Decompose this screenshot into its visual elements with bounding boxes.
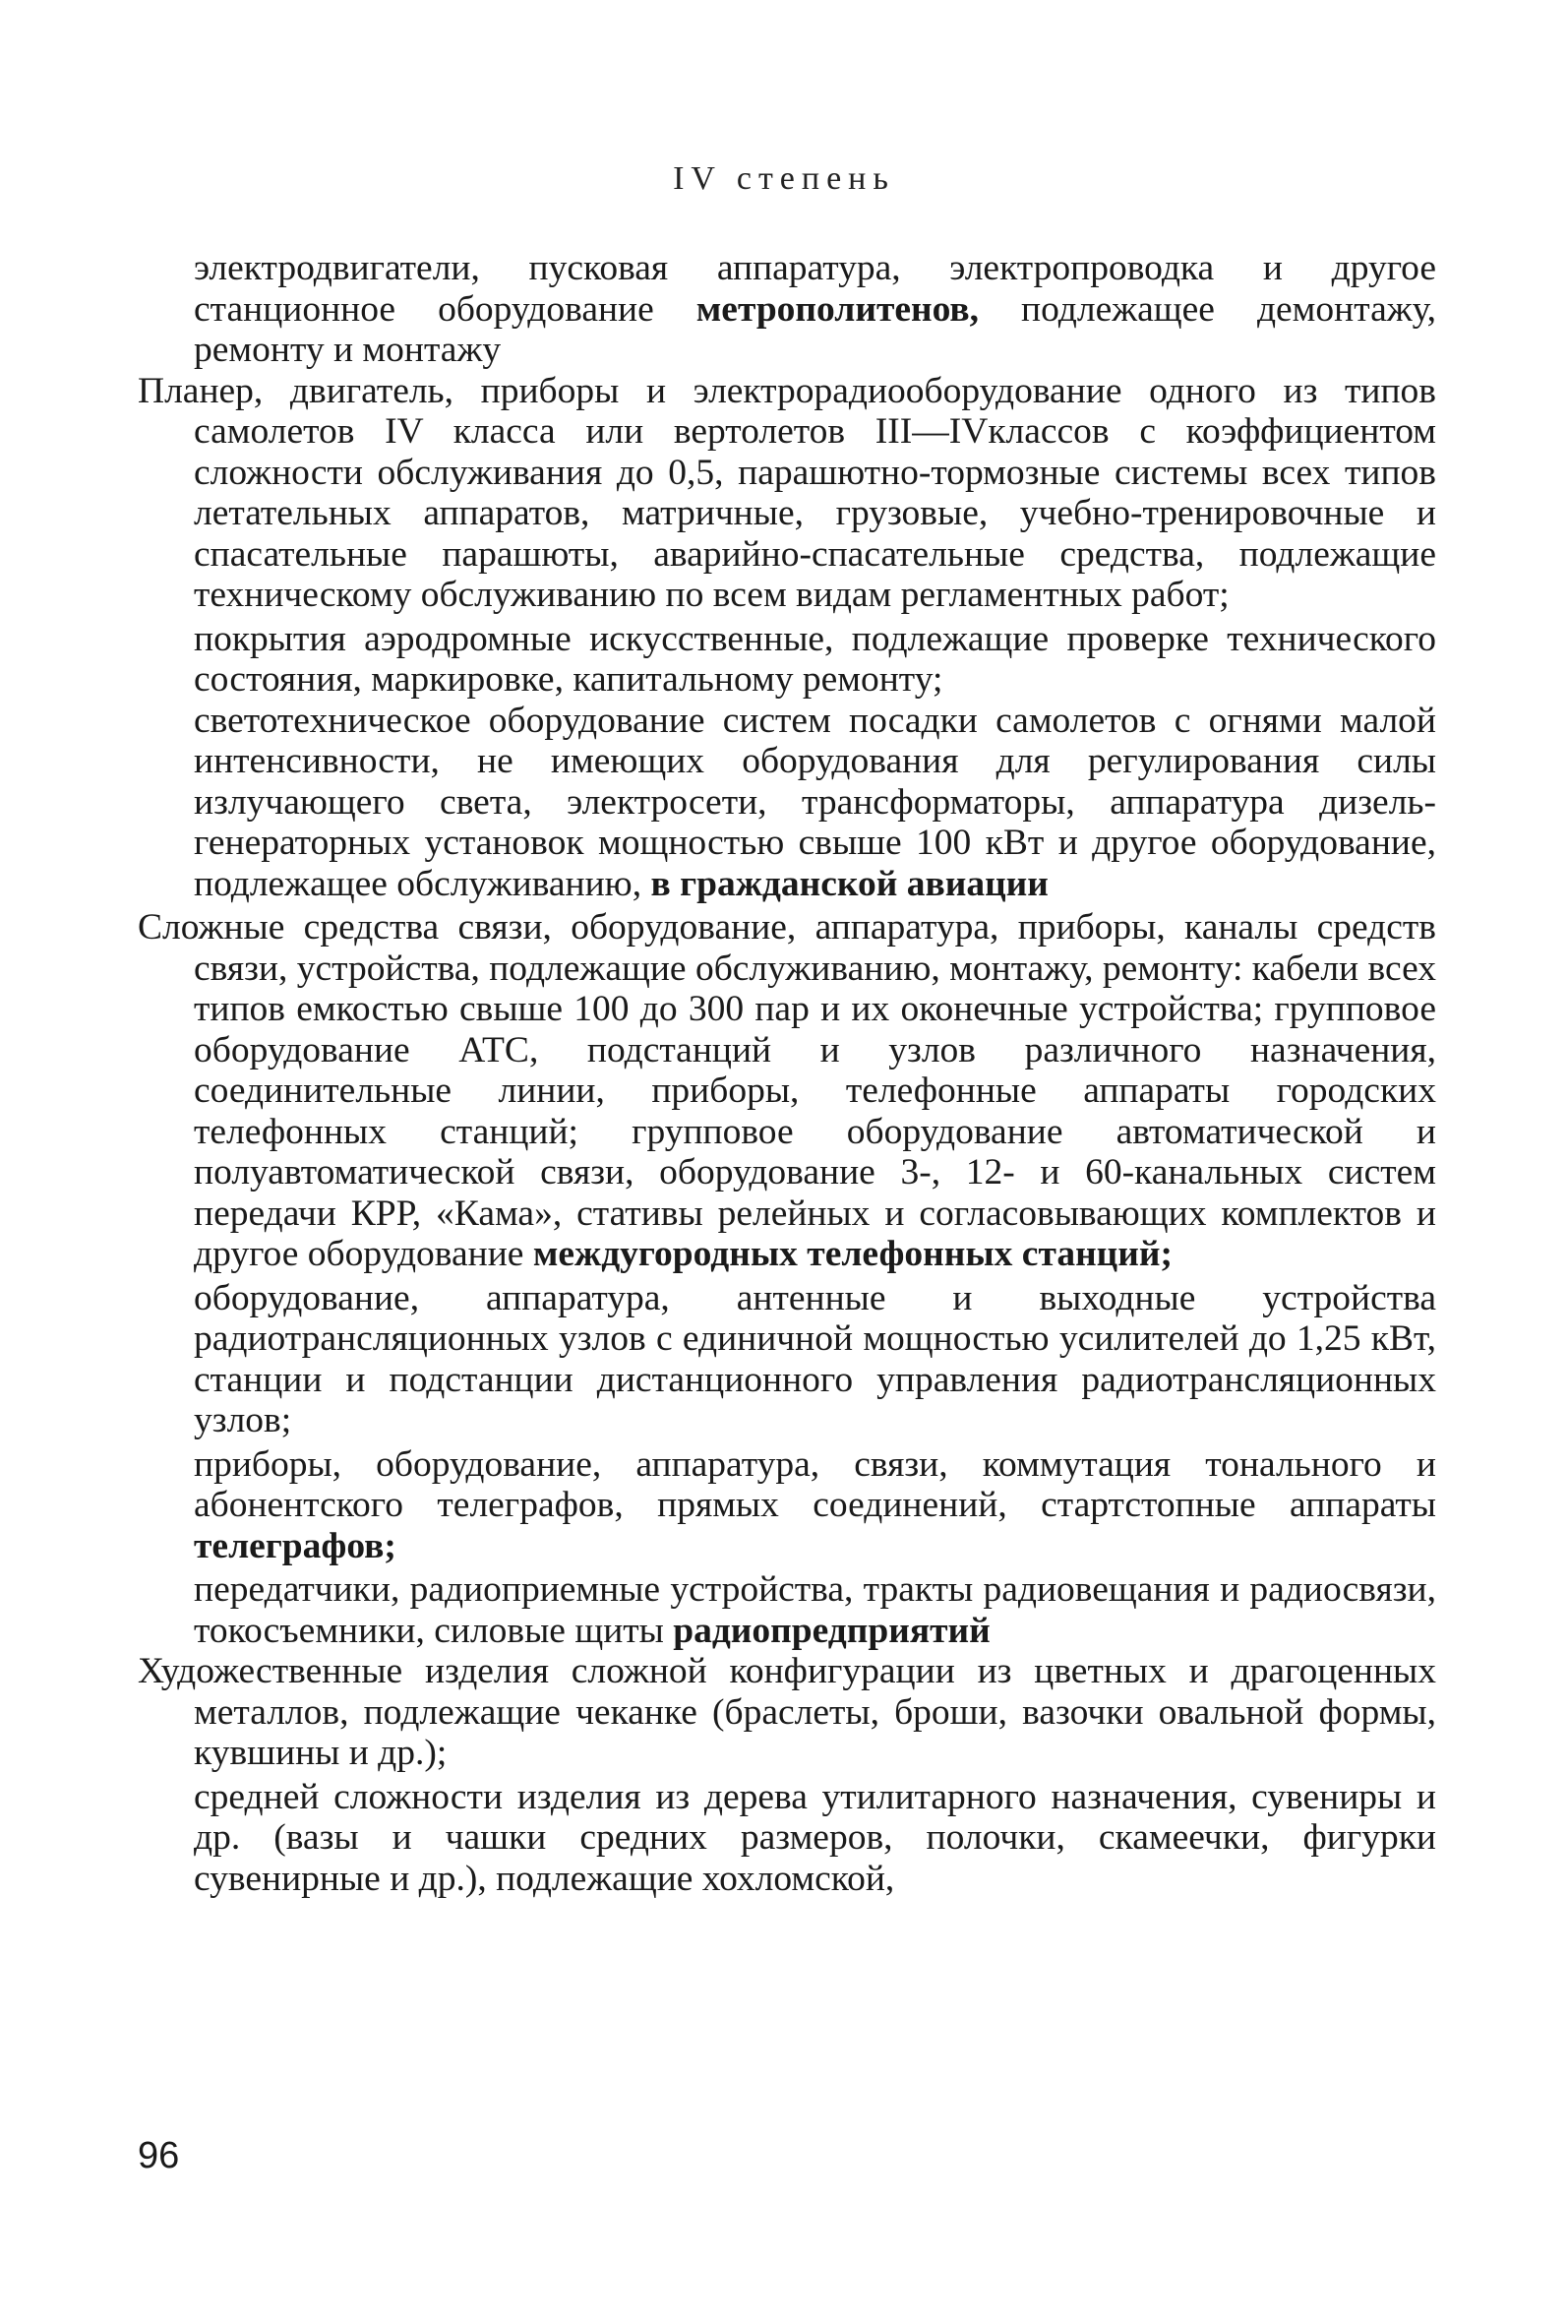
paragraph-text: передатчики, радиоприемные устройства, тракты радиовещания и радиосвязи, токосъемники, силовые щиты — [194, 1569, 1436, 1651]
paragraph-airfield — [138, 619, 1436, 701]
bold-term: телеграфов; — [194, 1525, 396, 1566]
paragraph-radio-nodes — [138, 1278, 1436, 1441]
paragraph-telegraph — [138, 1444, 1436, 1567]
bold-term: в гражданской авиации — [650, 863, 1049, 904]
paragraph-text: оборудование, аппаратура, антенные и выходные устройства радиотрансляционных узлов с единичной мощностью усилителей до 1,25 кВт, станции и подстанции дистанционного управления радиотрансляционных узлов; — [194, 1277, 1436, 1440]
paragraph-communication — [138, 907, 1436, 1275]
bold-term: междугородных телефонных станций; — [532, 1234, 1173, 1274]
paragraph-wooden-items — [138, 1777, 1436, 1900]
page-header: IV степень — [673, 160, 895, 197]
paragraph-text: светотехническое оборудование систем посадки самолетов с огнями малой интенсивности, не имеющих оборудования для регулирования силы излучающего света, электросети, трансформаторы, аппаратура дизель-генераторных установок мощностью свыше 100 кВт и другое оборудование, подлежащее обслуживанию, — [194, 700, 1436, 904]
text-block — [138, 248, 1436, 1899]
paragraph-text: Художественные изделия сложной конфигурации из цветных и драгоценных металлов, подлежащие чеканке (браслеты, броши, вазочки овальной формы, кувшины и др.); — [138, 1651, 1436, 1773]
paragraph-text: приборы, оборудование, аппаратура, связи, коммутация тонального и абонентского телеграфов, прямых соединений, стартстопные аппараты — [194, 1443, 1436, 1525]
paragraph-text: Планер, двигатель, приборы и электрорадиооборудование одного из типов самолетов IV класса или вертолетов III—IVклассов с коэффициентом сложности обслуживания до 0,5, парашютно-тормозные системы всех типов летательных аппаратов, матричные, грузовые, учебно-тренировочные и спасательные парашюты, аварийно-спасательные средства, подлежащие техническому обслуживанию по всем видам регламентных работ; — [138, 370, 1436, 615]
page-number: 96 — [138, 2135, 180, 2176]
paragraph-text: покрытия аэродромные искусственные, подлежащие проверке технического состояния, маркировке, капитальному ремонту; — [194, 618, 1436, 700]
paragraph-text: электродвигатели, пусковая аппаратура, электропроводка и другое станционное оборудование — [194, 248, 1436, 330]
paragraph-artworks — [138, 1651, 1436, 1774]
paragraph-metro — [138, 248, 1436, 371]
bold-term: метрополитенов, — [695, 288, 980, 330]
paragraph-lighting — [138, 701, 1436, 905]
paragraph-text: Сложные средства связи, оборудование, аппаратура, приборы, каналы средств связи, устройства, подлежащие обслуживанию, монтажу, ремонту: кабели всех типов емкостью свыше 100 до 300 пар и их оконечные устройства; групповое оборудование АТС, подстанций и узлов различного назначения, соединительные линии, приборы, телефонные аппараты городских телефонных станций; групповое оборудование автоматической и полуавтоматической связи, оборудование 3-, 12- и 60-канальных систем передачи КРР, «Кама», стативы релейных и согласовывающих комплектов и другое оборудование — [138, 907, 1436, 1274]
bold-term: радиопредприятий — [673, 1610, 991, 1651]
paragraph-aircraft — [138, 371, 1436, 616]
paragraph-text: подлежащее демонтажу, ремонту и монтажу — [194, 288, 1436, 370]
paragraph-text: средней сложности изделия из дерева утилитарного назначения, сувениры и др. (вазы и чашки средних размеров, полочки, скамеечки, фигурки сувенирные и др.), подлежащие хохломской, — [194, 1776, 1436, 1899]
paragraph-transmitters — [138, 1569, 1436, 1651]
